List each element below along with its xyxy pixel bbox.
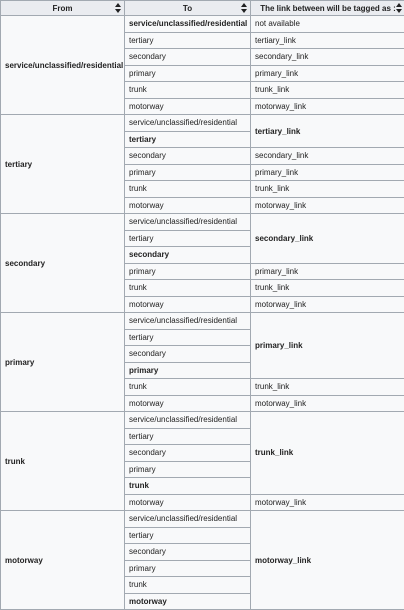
tag-cell: trunk_link (251, 379, 404, 396)
to-cell: secondary (125, 544, 251, 561)
table-row (1, 16, 404, 33)
to-cell: service/unclassified/residential (125, 313, 251, 330)
to-cell: trunk (125, 181, 251, 198)
to-cell: service/unclassified/residential (125, 511, 251, 528)
table-row (1, 214, 404, 231)
to-cell: motorway (125, 296, 251, 313)
to-cell: secondary (125, 247, 251, 264)
to-cell: tertiary (125, 527, 251, 544)
tag-cell: motorway_link (251, 98, 404, 115)
to-cell: primary (125, 362, 251, 379)
to-cell: tertiary (125, 230, 251, 247)
tag-cell: motorway_link (251, 511, 404, 610)
to-cell: secondary (125, 49, 251, 66)
tag-cell: trunk_link (251, 82, 404, 99)
to-cell: motorway (125, 395, 251, 412)
to-cell: tertiary (125, 32, 251, 49)
from-cell: tertiary (1, 115, 125, 214)
table-row (1, 511, 404, 528)
tag-cell: trunk_link (251, 412, 404, 495)
to-cell: service/unclassified/residential (125, 214, 251, 231)
tag-cell: motorway_link (251, 395, 404, 412)
column-header-from-label: From (53, 4, 73, 13)
to-cell: secondary (125, 148, 251, 165)
to-cell: service/unclassified/residential (125, 115, 251, 132)
table-row (1, 313, 404, 330)
to-cell: trunk (125, 82, 251, 99)
column-header-to[interactable] (125, 1, 251, 16)
from-cell: secondary (1, 214, 125, 313)
tag-cell: motorway_link (251, 494, 404, 511)
table-row (1, 412, 404, 429)
tag-cell: primary_link (251, 164, 404, 181)
to-cell: secondary (125, 346, 251, 363)
to-cell: primary (125, 164, 251, 181)
to-cell: service/unclassified/residential (125, 412, 251, 429)
sort-icon[interactable] (396, 3, 402, 13)
to-cell: trunk (125, 577, 251, 594)
sort-icon[interactable] (115, 3, 121, 13)
to-cell: motorway (125, 593, 251, 610)
sort-icon[interactable] (241, 3, 247, 13)
to-cell: tertiary (125, 428, 251, 445)
from-cell: primary (1, 313, 125, 412)
from-cell: motorway (1, 511, 125, 610)
header-row (1, 1, 404, 16)
to-cell: secondary (125, 445, 251, 462)
to-cell: primary (125, 65, 251, 82)
tag-cell: motorway_link (251, 296, 404, 313)
from-cell: service/unclassified/residential (1, 16, 125, 115)
tag-cell: not available (251, 16, 404, 33)
to-cell: trunk (125, 478, 251, 495)
tag-cell: motorway_link (251, 197, 404, 214)
tag-cell: primary_link (251, 313, 404, 379)
to-cell: motorway (125, 197, 251, 214)
to-cell: trunk (125, 379, 251, 396)
tag-cell: trunk_link (251, 280, 404, 297)
tag-cell: tertiary_link (251, 115, 404, 148)
to-cell: tertiary (125, 131, 251, 148)
to-cell: primary (125, 461, 251, 478)
to-cell: tertiary (125, 329, 251, 346)
tag-cell: primary_link (251, 263, 404, 280)
to-cell: service/unclassified/residential (125, 16, 251, 33)
column-header-to-label: To (183, 4, 192, 13)
column-header-from[interactable] (1, 1, 125, 16)
table-body (1, 16, 404, 610)
tag-cell: secondary_link (251, 49, 404, 66)
tag-cell: secondary_link (251, 148, 404, 165)
tag-cell: secondary_link (251, 214, 404, 264)
column-header-tag-label: The link between will be tagged as : (260, 4, 396, 13)
to-cell: trunk (125, 280, 251, 297)
to-cell: motorway (125, 494, 251, 511)
tag-cell: tertiary_link (251, 32, 404, 49)
table-row (1, 115, 404, 132)
tag-cell: trunk_link (251, 181, 404, 198)
to-cell: primary (125, 560, 251, 577)
tag-cell: primary_link (251, 65, 404, 82)
to-cell: motorway (125, 98, 251, 115)
from-cell: trunk (1, 412, 125, 511)
column-header-tag[interactable] (251, 1, 404, 16)
to-cell: primary (125, 263, 251, 280)
